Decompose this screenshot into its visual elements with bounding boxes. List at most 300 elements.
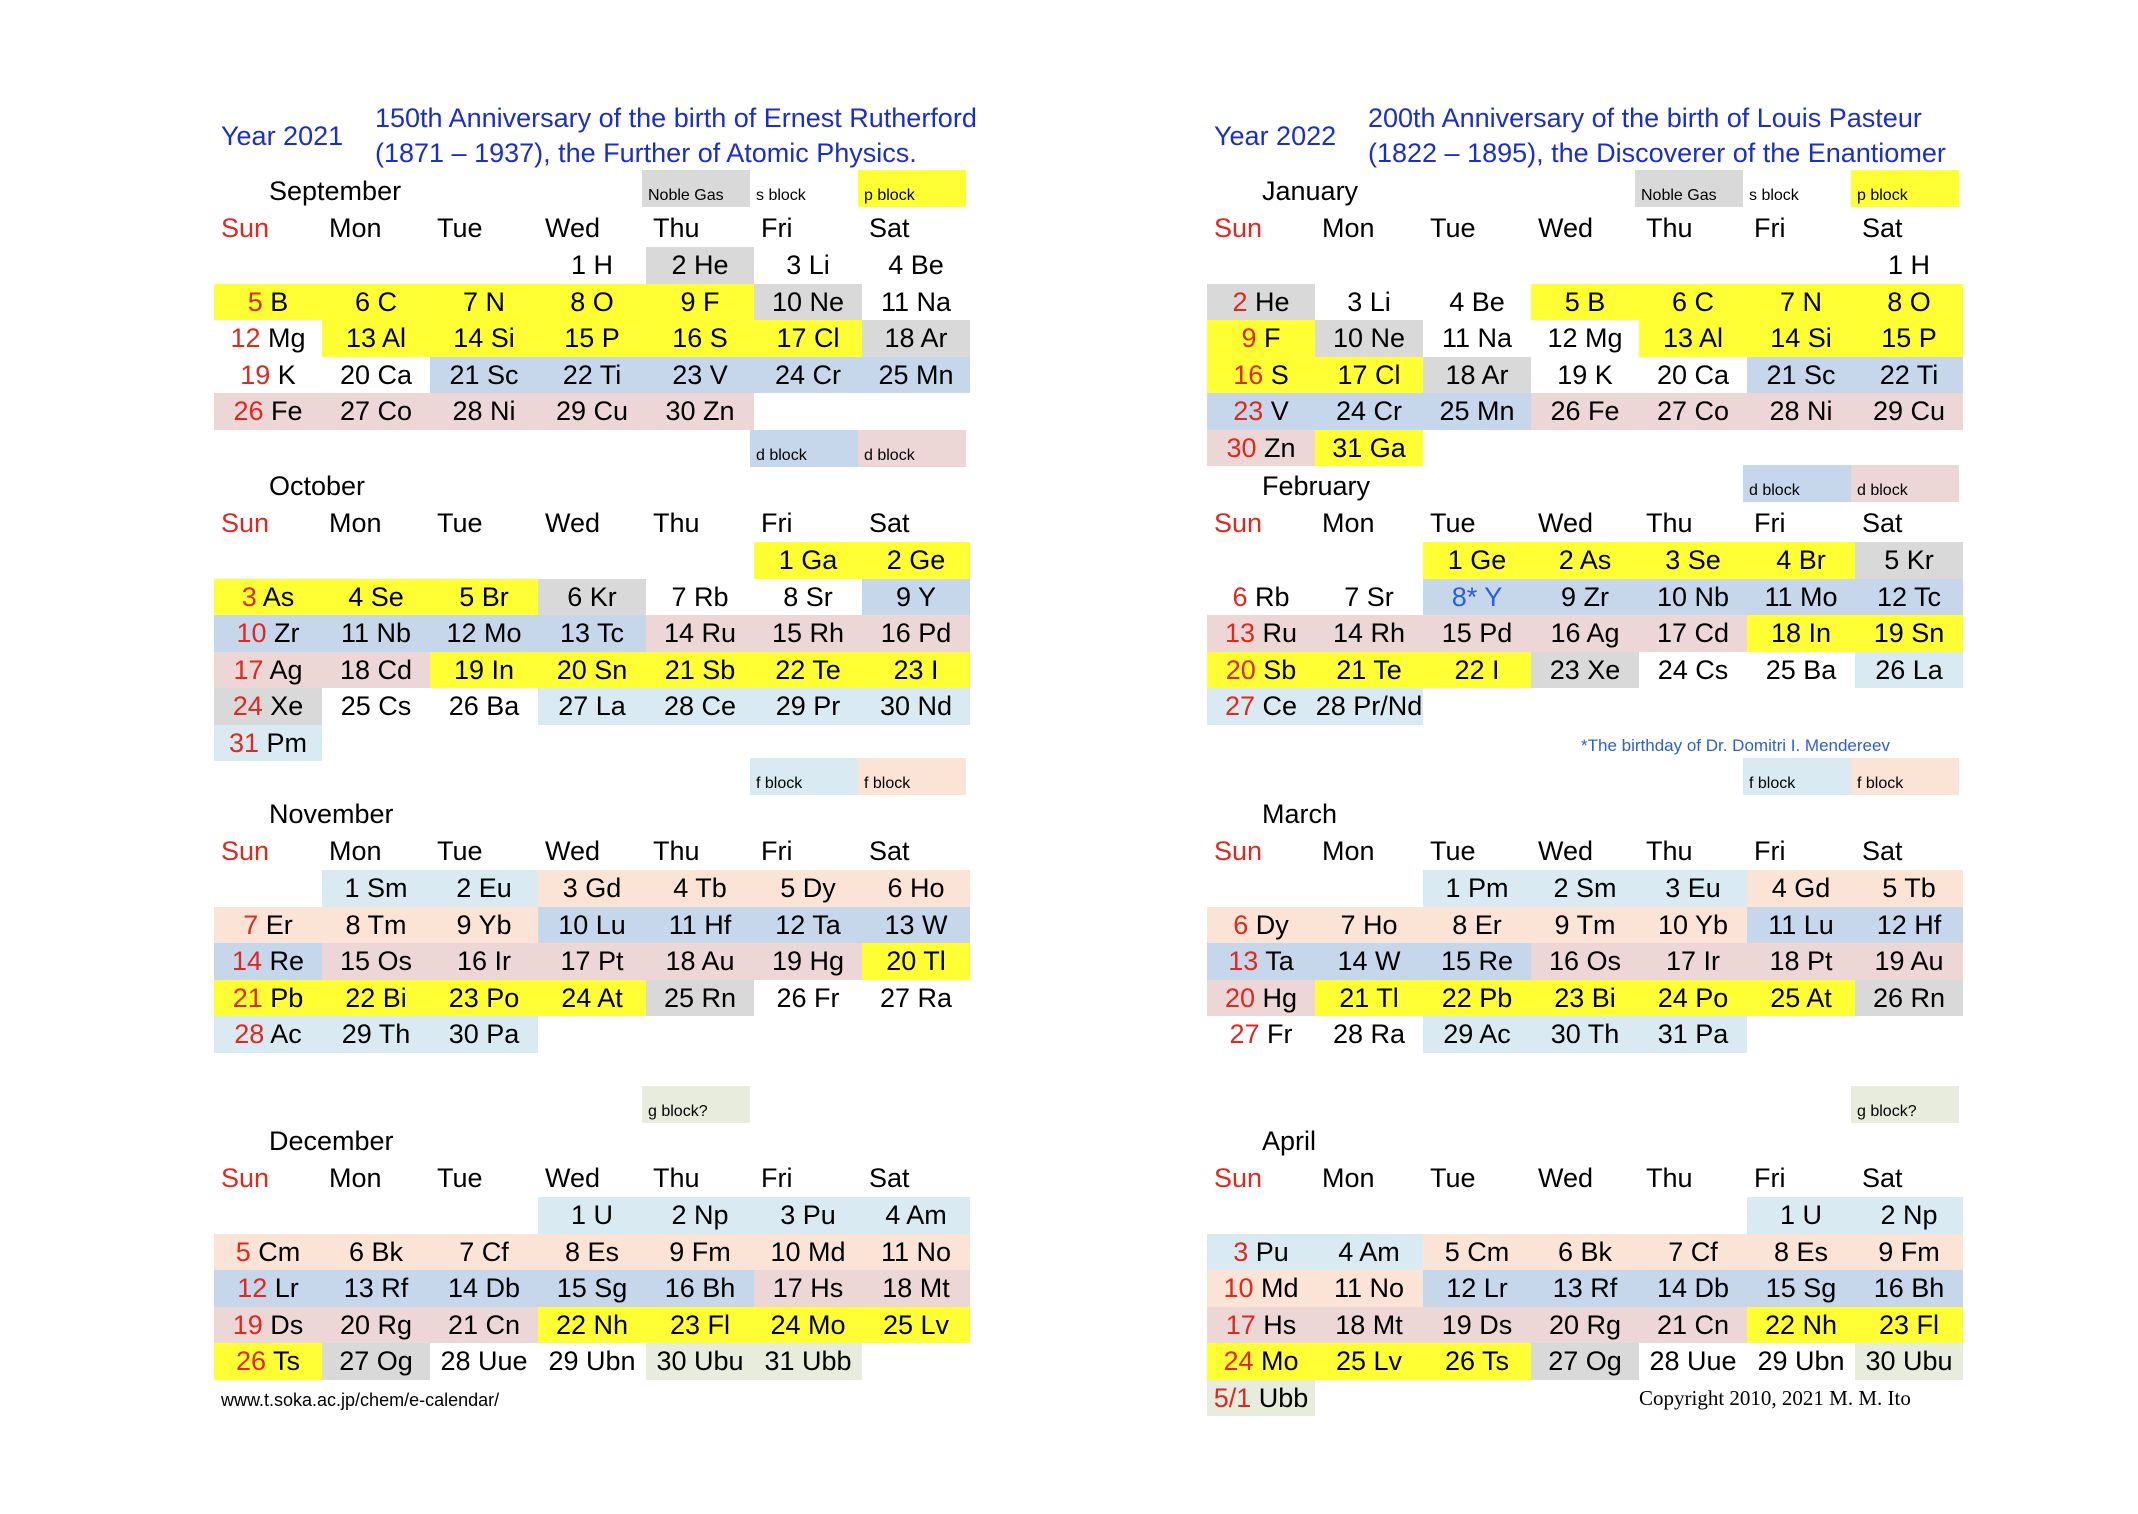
day-number: 12 [237, 1273, 268, 1303]
element-symbol: Pb [262, 982, 304, 1013]
element-symbol: Pd [910, 618, 952, 648]
day-cell [322, 284, 430, 321]
day-cell [1639, 1270, 1747, 1307]
month-name: November [269, 799, 394, 829]
day-number: 27 [879, 982, 910, 1013]
day-number: 6 [1557, 1236, 1573, 1267]
day-cell [1747, 393, 1855, 430]
day-cell [1747, 284, 1855, 321]
weekday-tue: Tue [1430, 836, 1476, 866]
element-symbol: Md [800, 1236, 846, 1267]
day-number: 10 [771, 286, 802, 317]
day-cell [1639, 542, 1747, 579]
day-number: 11 [880, 286, 909, 317]
day-cell [1747, 1307, 1855, 1344]
day-cell [1207, 1307, 1315, 1344]
day-number: 18 [882, 1273, 913, 1303]
day-cell [430, 1343, 538, 1380]
element-symbol: N [1795, 286, 1823, 317]
element-symbol: Os [370, 946, 413, 976]
element-symbol: Ir [1696, 946, 1721, 976]
weekday-tue: Tue [437, 508, 483, 538]
element-symbol: Lu [588, 909, 626, 940]
empty-cell [1207, 247, 1315, 284]
day-number: 22 [775, 654, 806, 685]
day-number: 23 [1233, 396, 1264, 426]
day-cell [1207, 430, 1315, 467]
weekday-sun: Sun [221, 836, 270, 866]
day-number: 5/1 [1213, 1382, 1252, 1413]
day-number: 25 [1770, 982, 1801, 1013]
day-cell [322, 1307, 430, 1344]
empty-cell [1747, 247, 1855, 284]
month-name: February [1262, 471, 1371, 501]
element-symbol: Xe [262, 691, 304, 721]
element-symbol: Ts [266, 1346, 301, 1376]
element-symbol: I [923, 654, 939, 685]
day-cell [322, 320, 430, 357]
day-number: 26 [776, 982, 807, 1013]
day-number: 21 [449, 359, 480, 390]
element-symbol: Kr [582, 581, 617, 612]
day-cell [1423, 542, 1531, 579]
weekday-tue: Tue [437, 836, 483, 866]
day-number: 15 [556, 1273, 587, 1303]
day-number: 22 [1764, 1309, 1795, 1340]
day-cell [430, 1270, 538, 1307]
empty-cell [862, 393, 970, 430]
day-cell [1423, 1343, 1531, 1380]
day-cell [1531, 542, 1639, 579]
weekday-wed: Wed [1538, 836, 1594, 866]
day-number: 8* [1451, 581, 1478, 612]
element-symbol: P [1911, 323, 1937, 353]
day-cell [538, 688, 646, 725]
element-symbol: Ds [1471, 1309, 1513, 1340]
element-symbol: W [914, 909, 948, 940]
element-symbol: Es [580, 1236, 620, 1267]
element-symbol: Lu [1796, 909, 1834, 940]
day-cell [538, 247, 646, 284]
element-symbol: Ubb [1251, 1382, 1309, 1413]
day-number: 29 [775, 691, 806, 721]
element-symbol: Na [909, 286, 952, 317]
month-name: January [1262, 176, 1359, 206]
day-cell [538, 393, 646, 430]
element-symbol: At [1800, 982, 1832, 1013]
day-cell [1747, 1270, 1855, 1307]
element-symbol: La [588, 691, 626, 721]
day-number: 30 [665, 396, 696, 426]
element-symbol: Ge [901, 545, 946, 575]
element-symbol: Th [1580, 1019, 1620, 1049]
weekday-mon: Mon [329, 1163, 382, 1193]
empty-cell [1855, 688, 1963, 725]
day-number: 31 [1657, 1019, 1688, 1049]
day-cell [322, 652, 430, 689]
element-symbol: Mn [1469, 396, 1515, 426]
day-number: 28 [1769, 396, 1800, 426]
day-number: 7 [1779, 286, 1796, 317]
day-number: 22 [562, 359, 593, 390]
element-symbol: Np [1895, 1200, 1938, 1230]
empty-cell [538, 1016, 646, 1053]
day-cell [430, 980, 538, 1017]
day-cell [1639, 943, 1747, 980]
element-symbol: Te [1366, 654, 1402, 685]
weekday-tue: Tue [1430, 508, 1476, 538]
element-symbol: Au [695, 946, 735, 976]
empty-cell [1639, 247, 1747, 284]
day-cell [214, 320, 322, 357]
element-symbol: Sb [694, 654, 736, 685]
element-symbol: Pt [1799, 946, 1833, 976]
day-number: 13 [884, 909, 915, 940]
element-symbol: Se [1680, 545, 1721, 575]
element-symbol: Fl [700, 1309, 731, 1340]
element-symbol: Tm [360, 909, 407, 940]
weekday-thu: Thu [1646, 213, 1693, 243]
day-cell [1423, 870, 1531, 907]
element-symbol: Sn [586, 654, 628, 685]
day-cell [1639, 907, 1747, 944]
empty-cell [1423, 430, 1531, 467]
element-symbol: B [1579, 286, 1606, 317]
day-number: 4 [348, 581, 364, 612]
day-cell [1531, 943, 1639, 980]
day-number: 18 [339, 654, 370, 685]
element-symbol: Co [1687, 396, 1730, 426]
element-symbol: Mt [1365, 1309, 1403, 1340]
empty-cell [754, 725, 862, 762]
day-number: 19 [1441, 1309, 1472, 1340]
weekday-wed: Wed [1538, 508, 1594, 538]
legend-p-block: p block [1851, 170, 1959, 207]
day-number: 31 [1332, 432, 1363, 463]
day-cell [1639, 320, 1747, 357]
day-cell [214, 615, 322, 652]
day-cell [538, 652, 646, 689]
day-cell [1207, 943, 1315, 980]
weekday-sun: Sun [221, 1163, 270, 1193]
day-cell [1855, 870, 1963, 907]
day-number: 7 [671, 581, 687, 612]
day-cell [1639, 652, 1747, 689]
day-number: 4 [1771, 873, 1787, 903]
element-symbol: Sc [1796, 359, 1836, 390]
empty-cell [1315, 1380, 1423, 1417]
day-cell [646, 320, 754, 357]
day-grid [214, 247, 970, 430]
day-cell [754, 688, 862, 725]
day-cell [862, 542, 970, 579]
day-number: 7 [1344, 581, 1360, 612]
empty-cell [862, 1016, 970, 1053]
element-symbol: Pm [1460, 873, 1509, 903]
day-cell [1855, 357, 1963, 394]
day-cell [1639, 357, 1747, 394]
empty-cell [322, 247, 430, 284]
empty-cell [430, 725, 538, 762]
day-number: 12 [1446, 1273, 1477, 1303]
day-cell [1855, 615, 1963, 652]
empty-cell [1531, 430, 1639, 467]
day-cell [1207, 284, 1315, 321]
weekday-sat: Sat [869, 213, 910, 243]
empty-cell [1315, 247, 1423, 284]
element-symbol: F [695, 286, 720, 317]
element-symbol: Ni [482, 396, 516, 426]
day-cell [322, 357, 430, 394]
element-symbol: Tc [590, 618, 625, 648]
day-number: 28 [1315, 691, 1346, 721]
element-symbol: Tb [1897, 873, 1936, 903]
day-number: 17 [1225, 1309, 1256, 1340]
day-number: 23 [448, 982, 479, 1013]
day-number: 19 [1874, 946, 1905, 976]
day-cell [322, 688, 430, 725]
day-cell [646, 615, 754, 652]
element-symbol: Li [801, 250, 830, 280]
element-symbol: Ubb [794, 1346, 852, 1376]
day-cell [1423, 284, 1531, 321]
day-cell [1315, 615, 1423, 652]
day-cell [754, 907, 862, 944]
day-number: 30 [879, 691, 910, 721]
day-cell [754, 284, 862, 321]
element-symbol: Hf [1906, 909, 1942, 940]
legend-s-block: s block [750, 170, 858, 207]
weekday-fri: Fri [1754, 508, 1786, 538]
weekday-fri: Fri [1754, 1163, 1786, 1193]
empty-cell [1207, 870, 1315, 907]
empty-cell [1639, 430, 1747, 467]
weekday-sat: Sat [1862, 508, 1903, 538]
day-cell [646, 1234, 754, 1271]
day-cell [1747, 943, 1855, 980]
day-number: 20 [1656, 359, 1687, 390]
day-number: 27 [1229, 1019, 1260, 1049]
day-cell [1531, 870, 1639, 907]
day-number: 21 [1336, 654, 1367, 685]
month-name: April [1262, 1126, 1317, 1156]
day-cell [1639, 1307, 1747, 1344]
day-cell [430, 393, 538, 430]
day-number: 9 [895, 581, 911, 612]
day-number: 16 [1233, 359, 1264, 390]
day-cell [1207, 1234, 1315, 1271]
day-cell [538, 357, 646, 394]
element-symbol: Cr [805, 359, 842, 390]
day-number: 7 [1340, 909, 1356, 940]
day-cell [1531, 652, 1639, 689]
day-number: 5 [235, 1236, 251, 1267]
day-number: 15 [771, 618, 802, 648]
element-symbol: Sn [1903, 618, 1945, 648]
month-april [1207, 1125, 1967, 1425]
element-symbol: Tb [688, 873, 727, 903]
day-cell [862, 1234, 970, 1271]
weekday-wed: Wed [545, 213, 601, 243]
day-cell [1423, 320, 1531, 357]
day-cell [646, 907, 754, 944]
day-cell [214, 688, 322, 725]
day-cell [1423, 1234, 1531, 1271]
day-number: 10 [1223, 1273, 1254, 1303]
right-anniversary-line2: (1822 – 1895), the Discoverer of the Enantiomer [1368, 138, 1946, 168]
element-symbol: Rb [1247, 581, 1290, 612]
day-number: 30 [1226, 432, 1257, 463]
element-symbol: Cn [1687, 1309, 1730, 1340]
weekday-header [1207, 505, 1963, 541]
element-symbol: C [370, 286, 398, 317]
day-cell [1855, 1307, 1963, 1344]
day-cell [214, 579, 322, 616]
element-symbol: Cu [586, 396, 629, 426]
day-number: 14 [231, 946, 262, 976]
weekday-mon: Mon [1322, 1163, 1375, 1193]
element-symbol: S [702, 323, 728, 353]
empty-cell [862, 1343, 970, 1380]
website-url: www.t.soka.ac.jp/chem/e-calendar/ [221, 1390, 500, 1410]
day-cell [538, 1197, 646, 1234]
weekday-fri: Fri [761, 213, 793, 243]
day-cell [1207, 1343, 1315, 1380]
day-cell [1855, 542, 1963, 579]
day-grid [1207, 870, 1963, 1053]
day-cell [1747, 1343, 1855, 1380]
day-cell [1423, 357, 1531, 394]
element-symbol: Nh [1795, 1309, 1838, 1340]
day-number: 3 [562, 873, 578, 903]
day-cell [1747, 1197, 1855, 1234]
day-number: 26 [1875, 654, 1906, 685]
day-cell [1207, 320, 1315, 357]
empty-cell [754, 1016, 862, 1053]
day-cell [1855, 247, 1963, 284]
element-symbol: Sc [479, 359, 519, 390]
day-number: 25 [663, 982, 694, 1013]
element-symbol: Ne [802, 286, 845, 317]
day-cell [646, 870, 754, 907]
day-cell [538, 320, 646, 357]
day-number: 24 [1223, 1346, 1254, 1376]
day-cell [322, 870, 430, 907]
day-cell [1315, 688, 1423, 725]
day-number: 23 [893, 654, 924, 685]
empty-cell [1423, 247, 1531, 284]
element-symbol: Tl [916, 946, 946, 976]
right-calendar [1207, 0, 1967, 1514]
weekday-thu: Thu [653, 836, 700, 866]
element-symbol: Lv [1366, 1346, 1403, 1376]
element-symbol: Mn [908, 359, 954, 390]
day-number: 10 [770, 1236, 801, 1267]
legend-f-block: f block [750, 758, 858, 795]
element-symbol: He [686, 250, 729, 280]
day-number: 15 [339, 946, 371, 976]
day-number: 1 [1779, 1200, 1796, 1230]
day-cell [538, 870, 646, 907]
day-number: 8 [564, 1236, 580, 1267]
day-number: 3 [1233, 1236, 1249, 1267]
empty-cell [1207, 1197, 1315, 1234]
day-cell [1531, 980, 1639, 1017]
day-cell [862, 943, 970, 980]
month-name: October [269, 471, 366, 501]
day-number: 13 [1228, 946, 1259, 976]
empty-cell [1315, 1197, 1423, 1234]
element-symbol: Sg [586, 1273, 628, 1303]
day-cell [214, 1343, 322, 1380]
day-cell [1639, 284, 1747, 321]
legend-d-block: d block [750, 430, 858, 467]
element-symbol: B [262, 286, 289, 317]
day-number: 1 [570, 250, 587, 280]
element-symbol: Ru [694, 618, 737, 648]
day-cell [862, 688, 970, 725]
day-number: 21 [447, 1309, 478, 1340]
day-number: 10 [1656, 581, 1687, 612]
day-number: 20 [886, 946, 917, 976]
weekday-fri: Fri [761, 1163, 793, 1193]
day-cell [1747, 615, 1855, 652]
day-cell [1315, 1270, 1423, 1307]
element-symbol: Co [370, 396, 413, 426]
day-number: 17 [233, 654, 264, 685]
element-symbol: Hf [696, 909, 732, 940]
day-cell [322, 615, 430, 652]
empty-cell [1531, 1380, 1639, 1417]
day-cell [754, 1343, 862, 1380]
element-symbol: Ba [478, 691, 520, 721]
element-symbol: Al [376, 323, 407, 353]
day-number: 26 [233, 396, 264, 426]
day-cell [1747, 652, 1855, 689]
empty-cell [1207, 542, 1315, 579]
empty-cell [538, 725, 646, 762]
day-number: 2 [886, 545, 902, 575]
day-cell [430, 907, 538, 944]
day-cell [1639, 393, 1747, 430]
element-symbol: Am [1353, 1236, 1400, 1267]
day-number: 4 [1776, 545, 1792, 575]
element-symbol: Sm [359, 873, 408, 903]
day-number: 28 [440, 1346, 471, 1376]
element-symbol: Mo [1253, 1346, 1299, 1376]
day-number: 31 [764, 1346, 795, 1376]
day-number: 23 [672, 359, 703, 390]
empty-cell [1747, 688, 1855, 725]
day-number: 6 [1232, 581, 1248, 612]
day-number: 15 [1441, 618, 1472, 648]
element-symbol: At [591, 982, 623, 1013]
legend-g-block: g block? [1851, 1086, 1959, 1123]
day-cell [754, 357, 862, 394]
day-number: 9 [1241, 323, 1257, 353]
day-number: 8 [1452, 909, 1468, 940]
day-cell [538, 284, 646, 321]
weekday-header [1207, 210, 1963, 246]
day-cell [1315, 393, 1423, 430]
day-grid [1207, 542, 1963, 725]
day-number: 5 [459, 581, 475, 612]
weekday-header [214, 1160, 970, 1196]
mendeleev-birthday-note: *The birthday of Dr. Domitri I. Mendereev [1581, 736, 1890, 755]
day-number: 10 [1657, 909, 1688, 940]
day-number: 5 [1444, 1236, 1460, 1267]
day-cell [1207, 1380, 1315, 1417]
